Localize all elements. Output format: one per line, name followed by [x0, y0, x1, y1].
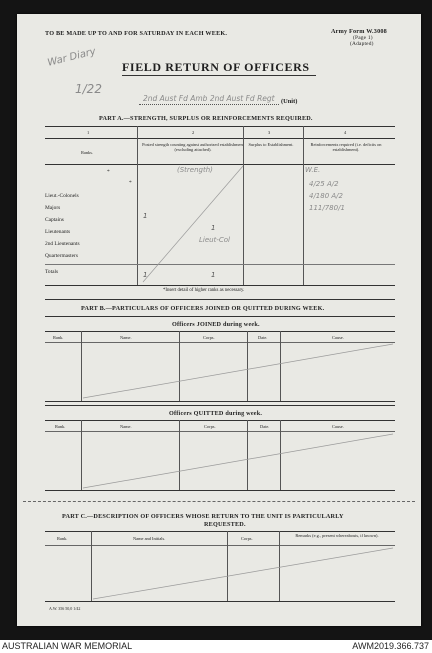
row-lieutenants: Lieutenants	[45, 229, 71, 235]
handwritten-we: W.E.	[305, 166, 321, 174]
quitted-title: Officers QUITTED during week.	[169, 410, 263, 417]
form-page-number: (Page 1)	[353, 35, 373, 41]
handwritten-side-note: 1/22	[75, 82, 102, 96]
part-c-col-corps: Corps.	[241, 536, 253, 541]
row-star-2: *	[129, 180, 132, 186]
quitted-col-cause: Cause.	[332, 424, 344, 429]
part-a-footnote: *Insert detail of higher ranks as necessary.	[163, 288, 245, 293]
joined-col-cause: Cause.	[332, 335, 344, 340]
row-majors: Majors	[45, 205, 61, 211]
strike-quitted	[83, 434, 393, 488]
handwritten-total-2: 1	[211, 271, 216, 279]
caption-right: AWM2019.366.737	[352, 641, 429, 651]
joined-col-corps: Corps.	[203, 335, 215, 340]
row-lieut-colonels: Lieut.-Colonels	[45, 193, 79, 199]
row-star-1: *	[107, 169, 110, 175]
unit-label: (Unit)	[281, 98, 298, 105]
handwritten-mark-1: 1	[143, 212, 148, 220]
quitted-col-rank: Rank.	[55, 424, 66, 429]
part-c-heading-line1: PART C.—DESCRIPTION OF OFFICERS WHOSE RETURN TO THE UNIT IS PARTICULARLY	[62, 513, 344, 520]
form-page	[17, 14, 421, 626]
col-number-2: 2	[192, 130, 195, 135]
row-totals: Totals	[45, 269, 59, 275]
col-number-4: 4	[344, 130, 347, 135]
part-c-col-name: Name and Initials.	[133, 536, 166, 541]
strike-part-a	[143, 166, 243, 282]
joined-title: Officers JOINED during week.	[172, 321, 260, 328]
row-captains: Captains	[45, 217, 64, 223]
caption-left: AUSTRALIAN WAR MEMORIAL	[2, 641, 133, 651]
handwritten-total-1: 1	[143, 271, 148, 279]
part-a-heading: PART A.—STRENGTH, SURPLUS OR REINFORCEMENTS REQUIRED.	[99, 115, 313, 122]
col-number-3: 3	[268, 130, 271, 135]
part-c-col-rank: Rank.	[57, 536, 68, 541]
joined-col-name: Name.	[120, 335, 132, 340]
row-quartermasters: Quartermasters	[45, 253, 78, 259]
col-header-posted: Posted strength counting against authorized establishment (excluding attached).	[142, 142, 244, 153]
handwritten-note: War Diary	[46, 46, 98, 69]
strike-lines	[17, 14, 421, 626]
header-instruction: TO BE MADE UP TO AND FOR SATURDAY IN EACH WEEK.	[45, 30, 228, 37]
form-number: Army Form W.3008	[331, 28, 387, 35]
handwritten-lt-entry: Lieut-Col	[199, 236, 230, 244]
part-c-heading-line2: REQUESTED.	[204, 521, 246, 528]
printer-code: A.W. 356 50,0 1/42	[49, 606, 81, 611]
part-b-heading: PART B.—PARTICULARS OF OFFICERS JOINED OR QUITTED DURING WEEK.	[81, 305, 325, 312]
handwritten-ref-1: 4/25 A/2	[309, 180, 339, 188]
form-title: FIELD RETURN OF OFFICERS	[122, 60, 310, 74]
handwritten-strength: (Strength)	[177, 166, 213, 174]
quitted-col-name: Name.	[120, 424, 132, 429]
col-number-1: 1	[87, 130, 90, 135]
form-adapted: (Adapted)	[350, 41, 374, 47]
col-header-reinforcements: Reinforcements required (i.e. deficits on establishment).	[310, 142, 382, 153]
strike-joined	[83, 344, 393, 398]
quitted-col-date: Date.	[260, 424, 270, 429]
caption-bar	[0, 640, 432, 653]
col-header-surplus: Surplus to Establishment.	[248, 142, 294, 147]
quitted-col-corps: Corps.	[204, 424, 216, 429]
handwritten-unit: 2nd Aust Fd Amb 2nd Aust Fd Regt	[143, 94, 275, 103]
strike-part-c	[93, 548, 393, 599]
part-c-col-remarks: Remarks (e.g., present whereabouts, if known).	[295, 533, 379, 538]
handwritten-ref-3: 111/780/1	[309, 204, 345, 212]
col-header-ranks: Ranks.	[80, 150, 94, 155]
handwritten-mark-2: 1	[211, 224, 216, 232]
joined-col-rank: Rank.	[53, 335, 64, 340]
row-2nd-lieutenants: 2nd Lieutenants	[45, 241, 80, 247]
joined-col-date: Date.	[258, 335, 268, 340]
handwritten-ref-2: 4/180 A/2	[309, 192, 343, 200]
